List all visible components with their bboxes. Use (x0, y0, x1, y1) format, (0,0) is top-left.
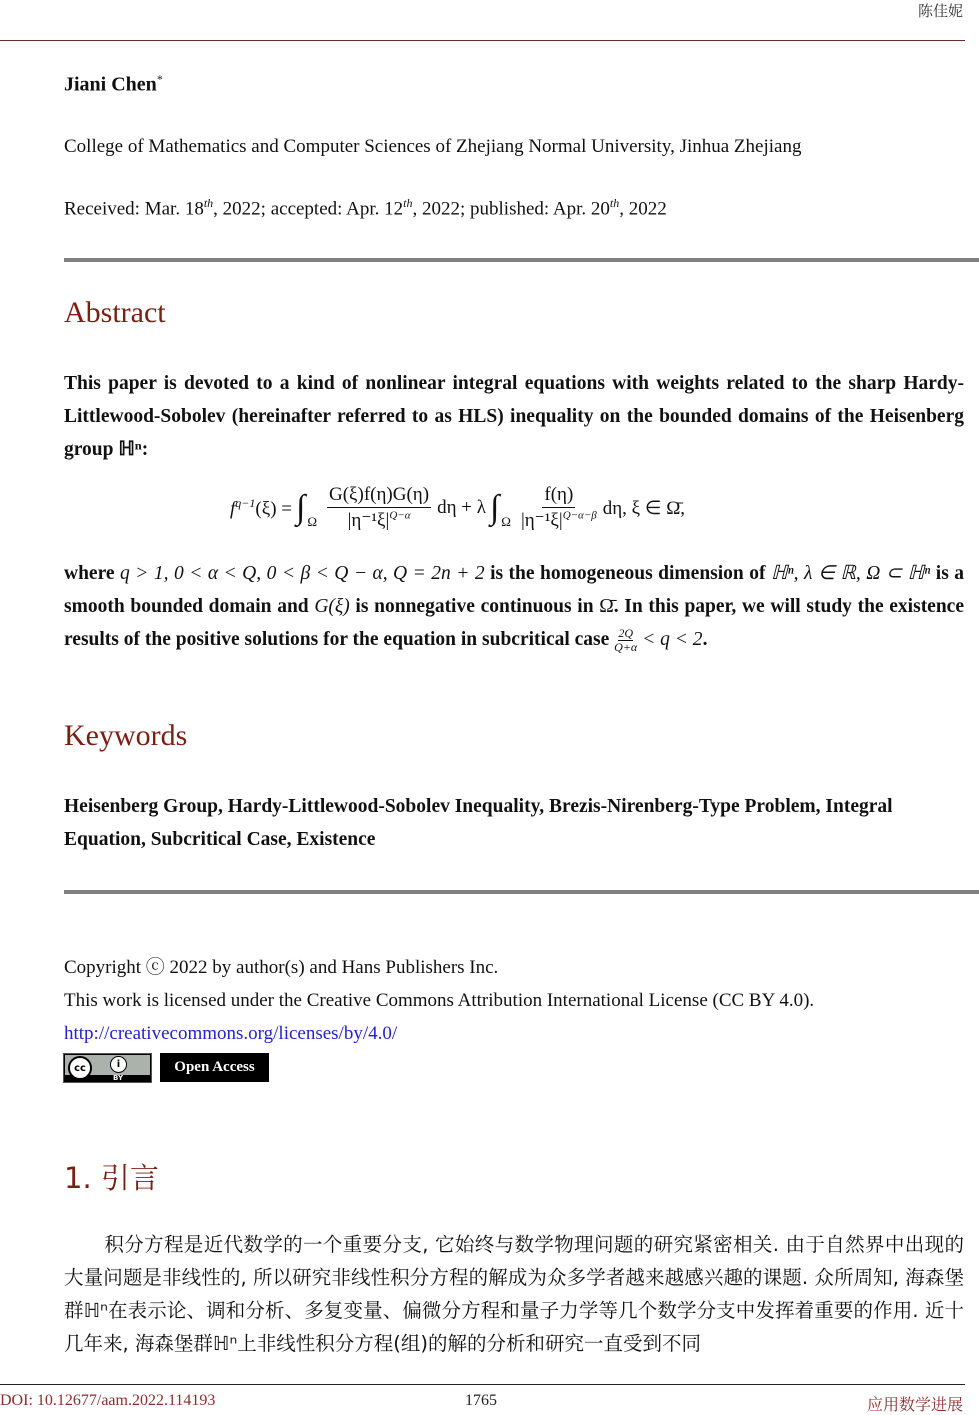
published-year: , 2022 (619, 198, 667, 220)
equation-tail: dη, ξ ∈ Ω̄, (602, 497, 686, 519)
equation-term-separator: dη + λ (437, 497, 486, 518)
received-date: Received: Mar. 18 (64, 198, 204, 220)
introduction-text: 积分方程是近代数学的一个重要分支, 它始终与数学物理问题的研究紧密相关. 由于自然界中出现的大量问题是非线性的, 所以研究非线性积分方程的解成为众多学者越来越感兴趣的课题. 众所周知, 海森堡群ℍⁿ在表示论、调和分析、多复变量、偏微分方程和量子力学等几个数学分支中发挥着重要的作用. 近十几年来, 海森堡群ℍⁿ上非线性积分方程(组)的解的分析和研究一直受到不同 (64, 1233, 964, 1355)
accepted-date: , 2022; accepted: Apr. 12 (213, 198, 404, 220)
published-date: , 2022; published: Apr. 20 (412, 198, 610, 220)
license-statement: This work is licensed under the Creative Commons Attribution International License (CC BY 4.0). (64, 990, 815, 1011)
abstract-paragraph-1: This paper is devoted to a kind of nonlinear integral equations with weights related to the sharp Hardy-Littlewood-Sobolev (hereinafter referred to as HLS) inequality on the bounded domains of the Heisenberg group ℍⁿ: (64, 373, 964, 460)
page-number: 1765 (465, 1392, 497, 1409)
fraction-numerator: G(ξ)f(η)G(η) (327, 484, 431, 508)
cc-by-badge[interactable] (63, 1053, 152, 1083)
integral-domain: Ω (307, 514, 317, 529)
license-block (64, 951, 814, 1050)
author-name (64, 72, 163, 97)
open-access-badge[interactable]: Open Access (160, 1053, 269, 1082)
equation-lhs: $f^{q-1}(\xi)$ = (230, 495, 292, 520)
fraction-denominator: $|\eta^{-1}\xi|^{Q-\alpha-\beta}$ (520, 509, 597, 531)
ordinal-suffix: th (403, 196, 413, 210)
integral-sign: ∫ (489, 489, 500, 526)
journal-name: 应用数学进展 (866, 1395, 963, 1414)
ordinal-suffix: th (203, 196, 214, 210)
keywords-heading: Keywords (64, 719, 188, 752)
math-inline: G(ξ) (314, 596, 350, 617)
ordinal-suffix: th (609, 196, 620, 210)
math-inline: q > 1, 0 < α < Q, 0 < β < Q − α, Q = 2n + 2 (120, 563, 485, 584)
header-divider (0, 40, 965, 41)
copyright-line: Copyright ⓒ 2022 by author(s) and Hans Publishers Inc. (64, 957, 499, 978)
inline-fraction: $\frac{2Q}{Q+\alpha}$ (614, 626, 638, 655)
footer-doi[interactable]: DOI: 10.12677/aam.2022.114193 (0, 1392, 216, 1409)
section-divider-top (64, 258, 979, 262)
math-inline: Ω̄ (599, 596, 614, 617)
integral-sign: ∫ (295, 489, 306, 526)
introduction-paragraph (64, 1228, 964, 1360)
cc-icon: cc (68, 1056, 92, 1080)
author-text: Jiani Chen (64, 73, 157, 96)
keywords-list: Heisenberg Group, Hardy-Littlewood-Sobolev Inequality, Brezis-Nirenberg-Type Problem, Integral Equation, Subcritical Case, Existence (64, 796, 893, 850)
section-divider-bottom (64, 890, 979, 894)
math-inline: < q < 2 (637, 629, 703, 650)
equation-fraction-2 (521, 484, 597, 532)
publication-dates (64, 196, 667, 220)
equation-fraction-1 (327, 484, 431, 532)
license-link[interactable]: http://creativecommons.org/licenses/by/4.0/ (64, 1023, 398, 1044)
introduction-heading: 1. 引言 (64, 1161, 159, 1195)
author-footnote-mark: * (156, 72, 163, 86)
integral-domain: Ω (501, 514, 511, 529)
by-label: BY (113, 1074, 124, 1082)
running-head: 陈佳妮 (917, 2, 963, 20)
fraction-denominator: $|\eta^{-1}\xi|^{Q-\alpha}$ (347, 509, 411, 531)
abstract-heading: Abstract (64, 296, 166, 329)
fraction-numerator: f(η) (542, 484, 575, 508)
math-inline: ℍⁿ, λ ∈ ℝ, Ω ⊂ ℍⁿ (770, 563, 931, 584)
attribution-icon: i (110, 1056, 127, 1073)
abstract-paragraph-2: where q > 1, 0 < α < Q, 0 < β < Q − α, Q = 2n + 2 is the homogeneous dimension of ℍⁿ, λ ∈ ℝ, Ω ⊂ ℍⁿ is a smooth bounded domain and G(ξ) is nonnegative continuous in Ω̄. In this paper, we will study the existence results of the positive solutions for the equation in subcritical case $\frac{2Q}{Q+\alpha}$ < q < 2. (64, 563, 964, 655)
footer-divider (0, 1384, 965, 1385)
affiliation: College of Mathematics and Computer Sciences of Zhejiang Normal University, Jinhua Zhejiang (64, 136, 802, 157)
main-equation (230, 484, 685, 532)
